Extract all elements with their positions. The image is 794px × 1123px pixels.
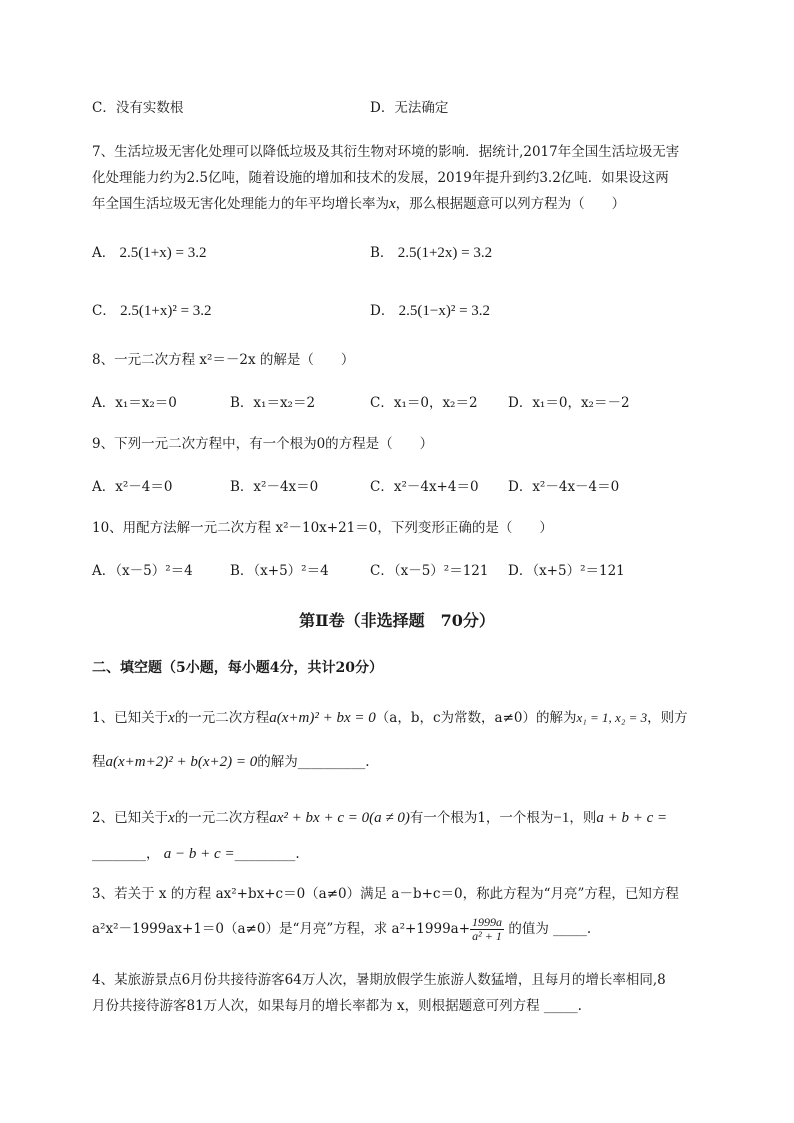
q6-option-c: C．没有实数根 xyxy=(92,100,184,116)
f4-line1: 4、某旅游景点6月份共接待游客64万人次，暑期放假学生旅游人数猛增，且每月的增长率相同,8 xyxy=(92,972,666,988)
f2-line2: ________， a − b + c =_________. xyxy=(92,846,300,862)
q8-option-b: B．x₁＝x₂＝2 xyxy=(230,395,316,411)
q9-option-d: D．x²－4x－4＝0 xyxy=(508,479,620,495)
f3-line2: a²x²－1999ax+1＝0（a≠0）是“月亮”方程，求 a²+1999a+ $\frac{1999a}{\text{a² + 1}}$ 的值为 _____. xyxy=(92,915,592,943)
q9-option-a: A．x²－4＝0 xyxy=(92,479,173,495)
f1-line2: 程a(x+m+2)² + b(x+2) = 0的解为__________. xyxy=(92,754,370,770)
f2-line1: 2、已知关于x的一元二次方程ax² + bx + c = 0(a ≠ 0)有一个根为1，一个根为−1，则a + b + c = xyxy=(92,810,668,826)
q9-option-c: C．x²－4x+4＝0 xyxy=(370,479,479,495)
q9-stem: 9、下列一元二次方程中，有一个根为0的方程是（ ） xyxy=(92,436,434,452)
q7-stem-line1: 7、生活垃圾无害化处理可以降低垃圾及其衍生物对环境的影响．据统计,2017年全国生活垃圾无害 xyxy=(92,144,680,160)
q10-option-b: B．（x+5）²＝4 xyxy=(230,563,329,579)
q10-option-c: C．（x－5）²＝121 xyxy=(370,563,489,579)
fill-blank-section-heading: 二、填空题（5小题，每小题4分，共计20分） xyxy=(92,660,383,676)
q7-option-c: C． 2.5(1+x)² = 3.2 xyxy=(92,303,212,319)
q10-option-d: D．（x+5）²＝121 xyxy=(508,563,625,579)
q8-option-c: C．x₁＝0，x₂＝2 xyxy=(370,395,478,411)
fraction: $\frac{1999a}{\text{a² + 1}}$ xyxy=(472,915,503,943)
q10-option-a: A．（x－5）²＝4 xyxy=(92,563,193,579)
f1-line1: 1、已知关于x的一元二次方程a(x+m)² + bx = 0（a，b，c为常数，a≠0）的解为x₁ = 1, x₂ = 3，则方 xyxy=(92,710,688,726)
f3-line1: 3、若关于 x 的方程 ax²+bx+c＝0（a≠0）满足 a－b+c＝0，称此方程为“月亮”方程，已知方程 xyxy=(92,886,679,902)
q6-option-d: D．无法确定 xyxy=(370,100,449,116)
q9-option-b: B．x²－4x＝0 xyxy=(230,479,319,495)
q7-stem-line3: 年全国生活垃圾无害化处理能力的年平均增长率为x，那么根据题意可以列方程为（ ） xyxy=(92,196,626,212)
f4-line2: 月份共接待游客81万人次，如果每月的增长率都为 x，则根据题意可列方程 _____. xyxy=(92,998,582,1014)
q8-option-a: A．x₁＝x₂＝0 xyxy=(92,395,177,411)
q7-option-a: A． 2.5(1+x) = 3.2 xyxy=(92,245,207,261)
part2-title: 第Ⅱ卷（非选择题 70分） xyxy=(299,611,495,630)
q7-option-d: D． 2.5(1−x)² = 3.2 xyxy=(370,303,491,319)
q7-option-b: B． 2.5(1+2x) = 3.2 xyxy=(370,245,493,261)
q7-stem-line2: 化处理能力约为2.5亿吨，随着设施的增加和技术的发展，2019年提升到约3.2亿吨．如果设这两 xyxy=(92,170,669,186)
q8-stem: 8、一元二次方程 x²＝－2x 的解是（ ） xyxy=(92,352,355,368)
q8-option-d: D．x₁＝0，x₂＝－2 xyxy=(508,395,630,411)
q10-stem: 10、用配方法解一元二次方程 x²－10x+21＝0，下列变形正确的是（ ） xyxy=(92,520,553,536)
